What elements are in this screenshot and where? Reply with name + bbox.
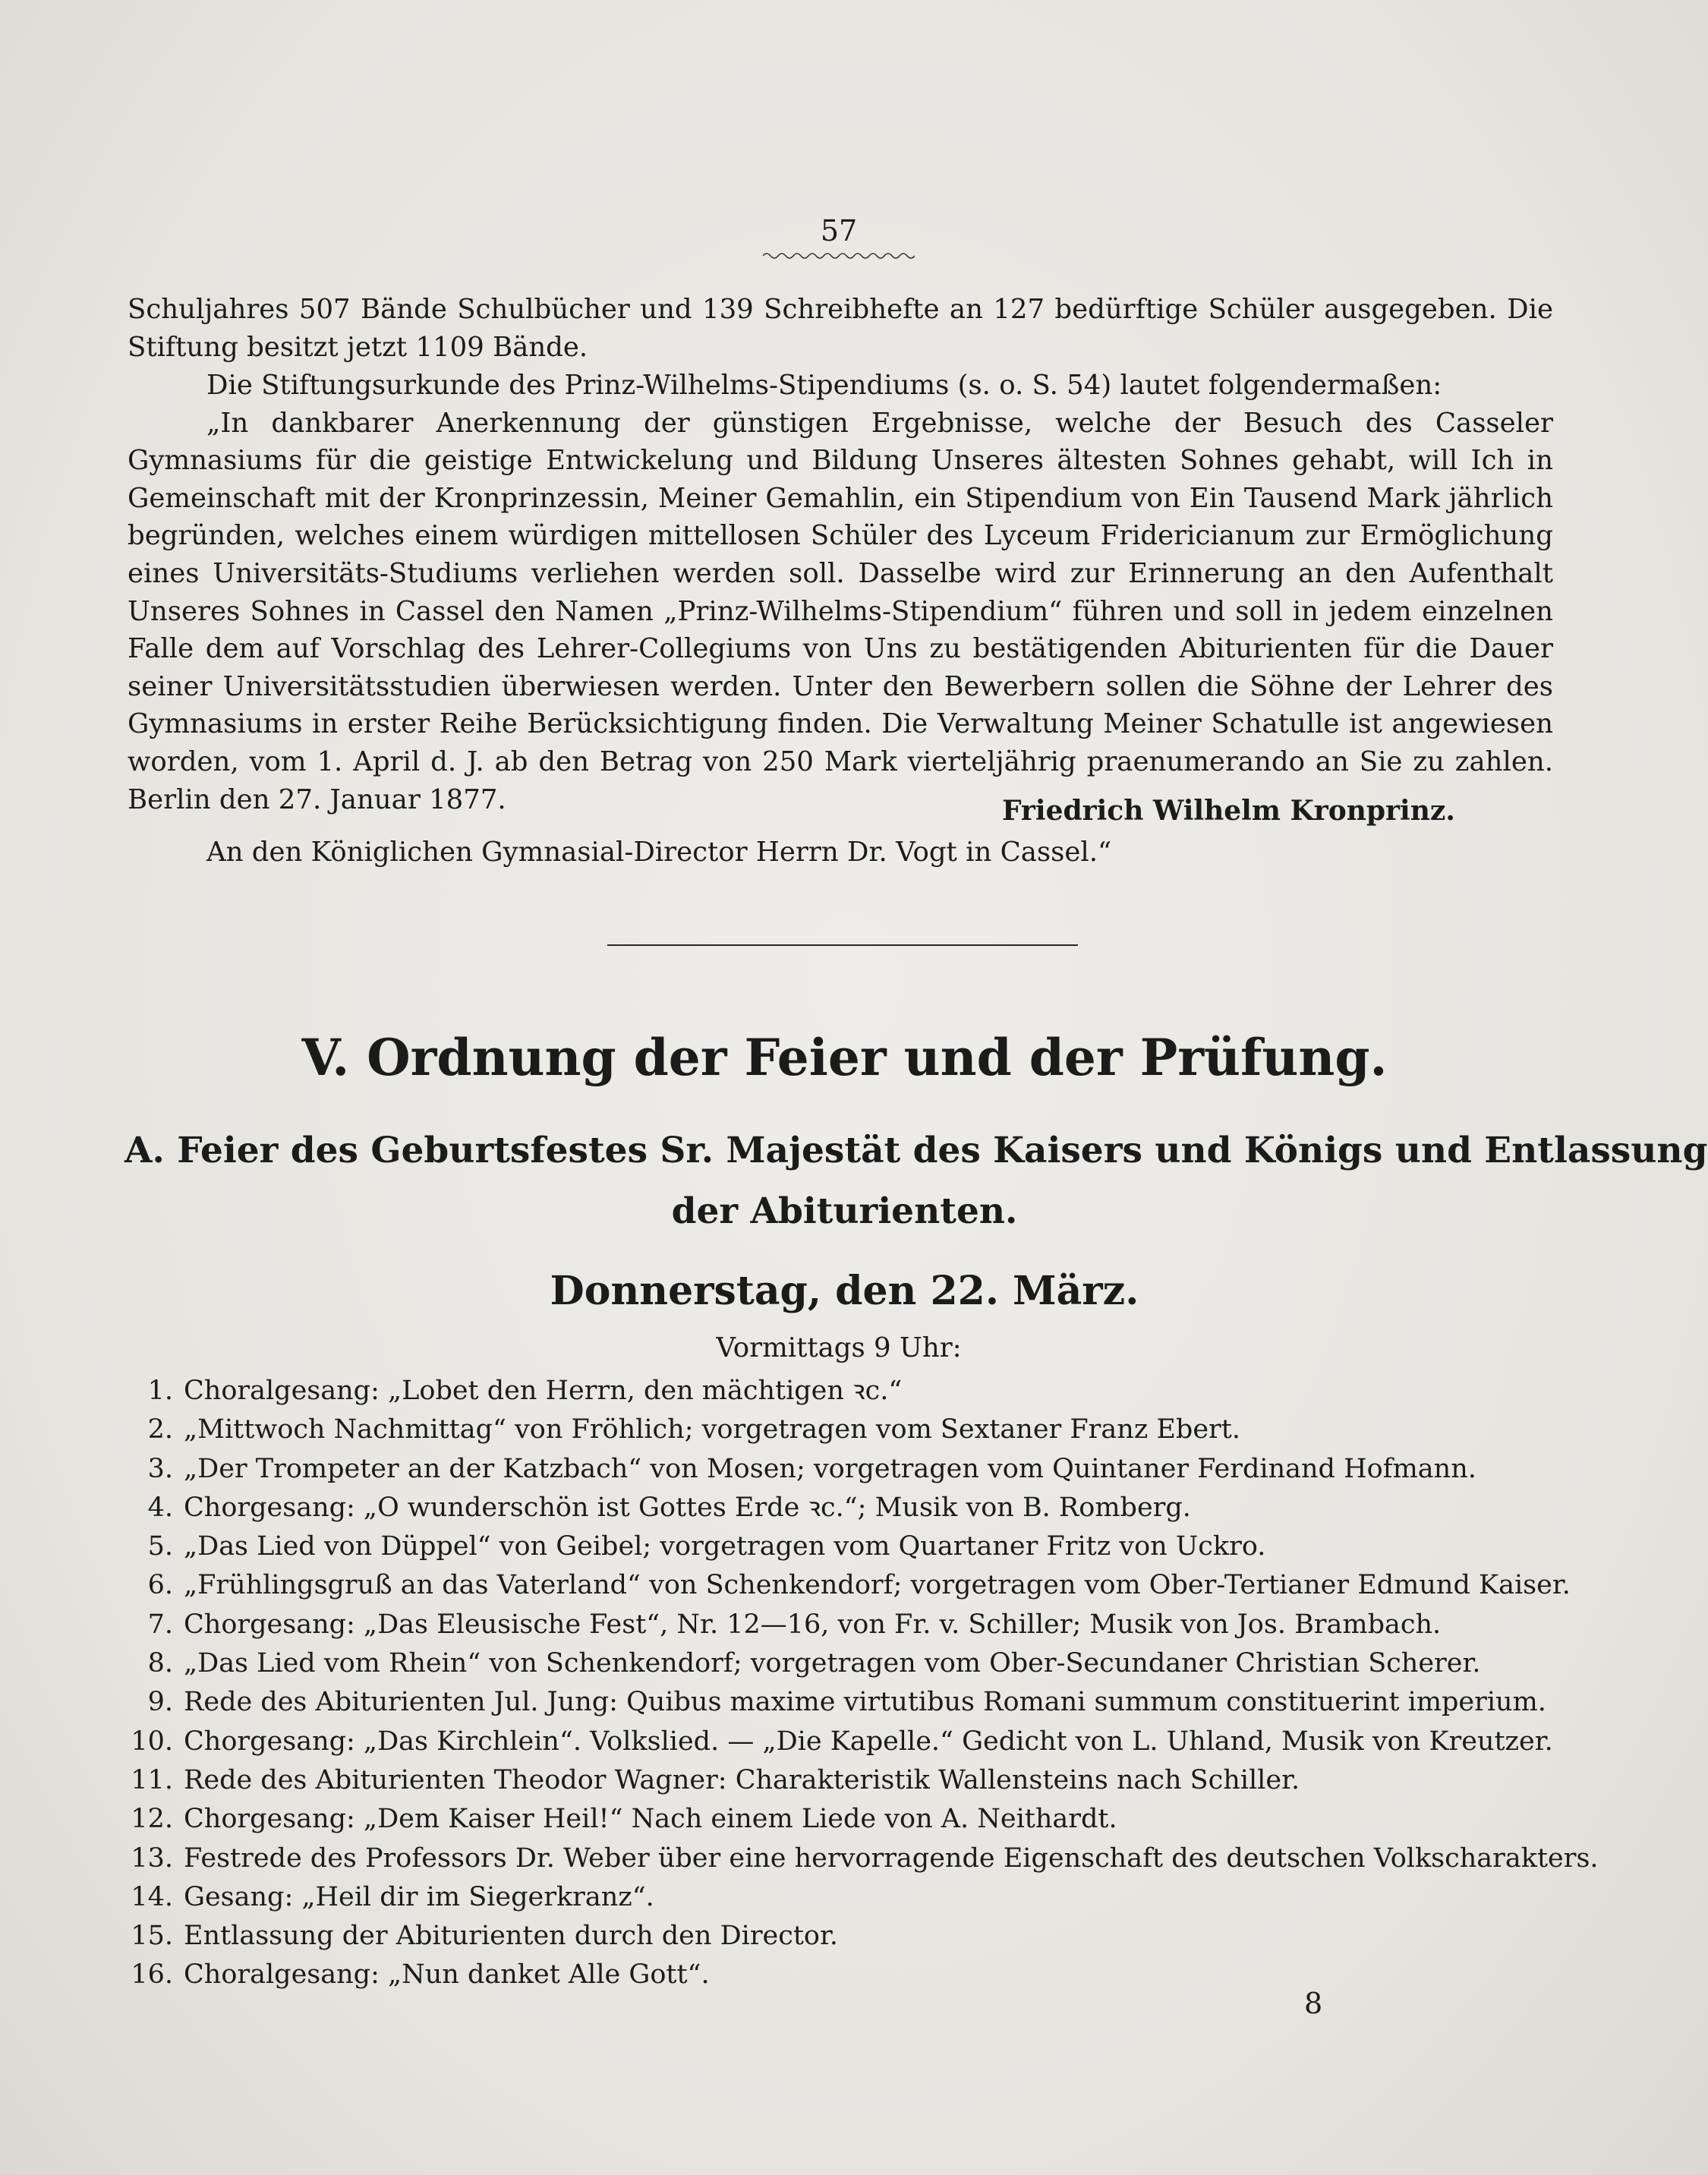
charter-text: „In dankbarer Anerkennung der günstigen Ergebnisse, welche der Besuch des Casseler Gymnasiums für die geistige Entwickelung und Bildung Unseres ältesten Sohnes gehabt, will Ich in Gemeinschaft mit der Kronprinzessin, Meiner Gemahlin, ein Stipendium von Ein Tausend Mark jährlich begründen, welches einem würdigen mittellosen Schüler des Lyceum Fridericianum zur Ermöglichung eines Universitäts-Studiums verliehen werden soll. Dasselbe wird zur Erinnerung an den Aufenthalt Unseres Sohnes in Cassel den Namen „Prinz-Wilhelms-Stipendium“ führen und soll in jedem einzelnen Falle dem auf Vorschlag des Lehrer-Collegiums von Uns zu bestätigenden Abiturienten für die Dauer seiner Universitätsstudien überwiesen werden. Unter den Bewerbern sollen die Söhne der Lehrer des Gymnasiums in erster Reihe Berücksichtigung finden. Die Verwaltung Meiner Schatulle ist angewiesen worden, vom 1. April d. J. ab den Betrag von 250 Mark vierteljährig praenumerando an Sie zu zahlen. Berlin den 27. Januar 1877. — [128, 407, 1553, 815]
item-number: 16. — [131, 1959, 173, 1991]
item-number: 12. — [131, 1804, 173, 1835]
item-number: 10. — [131, 1726, 173, 1757]
charter-paragraph — [128, 367, 1553, 818]
list-item — [114, 1761, 1556, 1800]
event-time: Vormittags 9 Uhr: — [716, 1332, 962, 1363]
section-title: V. Ordnung der Feier und der Prüfung. — [301, 1028, 1388, 1087]
item-number: 15. — [131, 1921, 173, 1952]
item-number: 2. — [147, 1414, 173, 1445]
list-item — [114, 1450, 1556, 1489]
item-number: 11. — [131, 1764, 173, 1795]
subsection-title-line2: der Abiturienten. — [671, 1190, 1018, 1232]
item-number: 6. — [147, 1570, 173, 1601]
list-item — [114, 1878, 1556, 1917]
section-divider — [607, 944, 1078, 946]
item-text: Rede des Abiturienten Jul. Jung: Quibus maxime virtutibus Romani summum constituerint imperium. — [184, 1687, 1546, 1718]
item-text: Chorgesang: „O wunderschön ist Gottes Erde ꝛc.“; Musik von B. Romberg. — [184, 1492, 1191, 1523]
item-text: Choralgesang: „Lobet den Herrn, den mächtigen ꝛc.“ — [184, 1376, 903, 1406]
list-item — [114, 1839, 1599, 1878]
item-number: 14. — [131, 1881, 173, 1912]
item-number: 5. — [147, 1531, 173, 1562]
subsection-title-line1: A. Feier des Geburtsfestes Sr. Majestät des Kaisers und Königs und Entlassung — [124, 1130, 1708, 1171]
wavy-rule — [763, 251, 915, 261]
event-date: Donnerstag, den 22. März. — [550, 1268, 1139, 1314]
item-number: 9. — [147, 1687, 173, 1718]
list-item — [114, 1723, 1556, 1761]
item-number: 3. — [147, 1453, 173, 1484]
list-item — [114, 1683, 1556, 1722]
list-item — [114, 1606, 1556, 1644]
item-text: Chorgesang: „Das Kirchlein“. Volkslied. — „Die Kapelle.“ Gedicht von L. Uhland, Musik von Kreutzer. — [184, 1726, 1553, 1757]
item-number: 8. — [147, 1648, 173, 1679]
item-text: Chorgesang: „Das Eleusische Fest“, Nr. 12—16, von Fr. v. Schiller; Musik von Jos. Brambach. — [184, 1609, 1442, 1640]
list-item — [114, 1411, 1556, 1449]
item-number: 4. — [147, 1492, 173, 1523]
list-item — [114, 1917, 1556, 1956]
item-text: Choralgesang: „Nun danket Alle Gott“. — [184, 1959, 710, 1991]
item-number: 7. — [147, 1609, 173, 1640]
list-item — [114, 1644, 1556, 1683]
list-item — [114, 1956, 1556, 1994]
list-item — [114, 1489, 1556, 1527]
continuation-text: Schuljahres 507 Bände Schulbücher und 139 Schreibhefte an 127 bedürftige Schüler ausgegeben. Die Stiftung besitzt jetzt 1109 Bände. — [128, 294, 1553, 363]
list-item — [114, 1527, 1556, 1566]
item-text: „Das Lied vom Rhein“ von Schenkendorf; vorgetragen vom Ober-Secundaner Christian Scherer. — [184, 1648, 1481, 1679]
page-number: 57 — [820, 214, 858, 247]
item-text: „Mittwoch Nachmittag“ von Fröhlich; vorgetragen vom Sextaner Franz Ebert. — [184, 1414, 1240, 1445]
item-number: 13. — [131, 1842, 173, 1874]
list-item — [114, 1372, 1556, 1411]
item-text: „Das Lied von Düppel“ von Geibel; vorgetragen vom Quartaner Fritz von Uckro. — [184, 1531, 1266, 1562]
item-text: „Der Trompeter an der Katzbach“ von Mosen; vorgetragen vom Quintaner Ferdinand Hofmann. — [184, 1453, 1476, 1484]
charter-intro: Die Stiftungsurkunde des Prinz-Wilhelms-Stipendiums (s. o. S. 54) lautet folgendermaßen: — [206, 370, 1442, 401]
program-list — [114, 1372, 1599, 1995]
item-text: Chorgesang: „Dem Kaiser Heil!“ Nach einem Liede von A. Neithardt. — [184, 1804, 1117, 1835]
list-item — [114, 1800, 1556, 1839]
item-text: „Frühlingsgruß an das Vaterland“ von Schenkendorf; vorgetragen vom Ober-Tertianer Edmund Kaiser. — [184, 1570, 1571, 1601]
item-number: 1. — [147, 1376, 173, 1406]
list-item — [114, 1566, 1571, 1605]
continuation-paragraph — [128, 291, 1553, 366]
signature: Friedrich Wilhelm Kronprinz. — [1002, 795, 1455, 827]
item-text: Festrede des Professors Dr. Weber über eine hervorragende Eigenschaft des deutschen Volkscharakters. — [184, 1842, 1599, 1874]
signature-mark: 8 — [1304, 1987, 1323, 2020]
item-text: Gesang: „Heil dir im Siegerkranz“. — [184, 1881, 654, 1912]
address-line: An den Königlichen Gymnasial-Director Herrn Dr. Vogt in Cassel.“ — [206, 837, 1112, 868]
item-text: Rede des Abiturienten Theodor Wagner: Charakteristik Wallensteins nach Schiller. — [184, 1764, 1300, 1795]
item-text: Entlassung der Abiturienten durch den Director. — [184, 1921, 839, 1952]
